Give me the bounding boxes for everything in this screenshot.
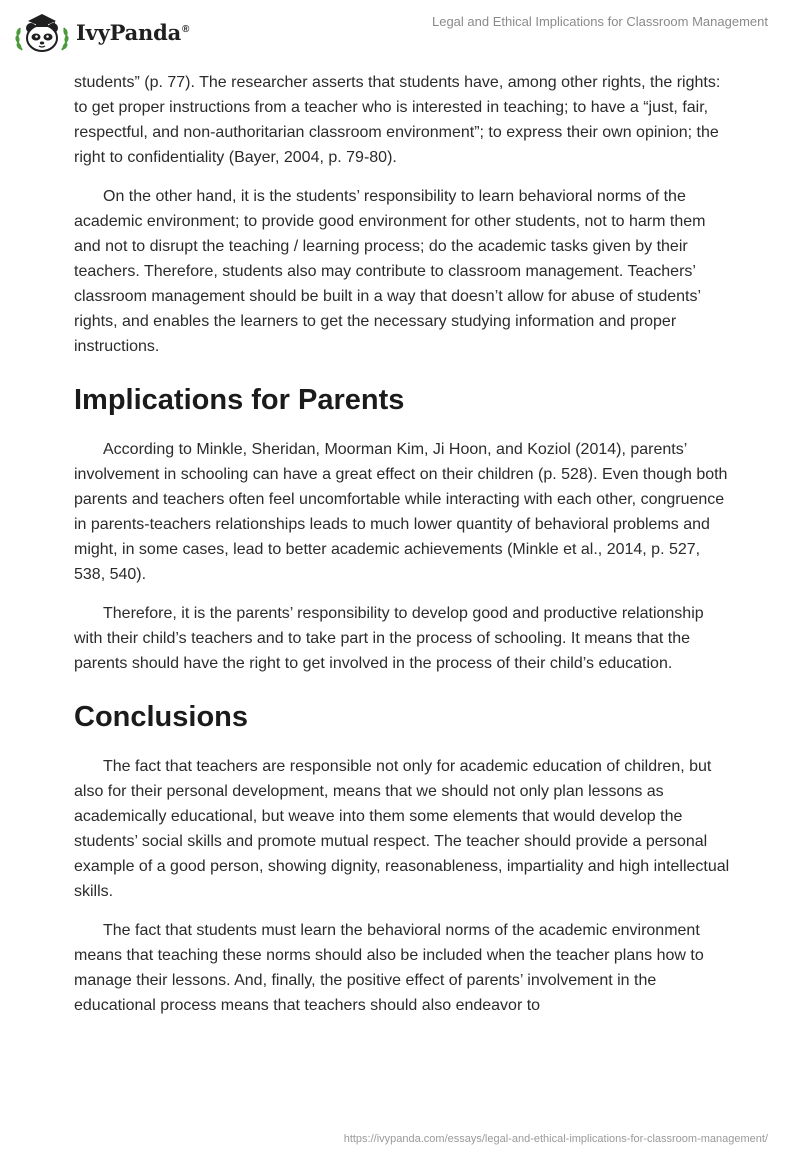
document-title: Legal and Ethical Implications for Classroom Management — [431, 14, 768, 29]
essay-content — [74, 70, 734, 1032]
heading-conclusions: Conclusions — [74, 701, 249, 733]
paragraph-students-responsibility: On the other hand, it is the students’ responsibility to learn behavioral norms of the academic environment; to provide good environment for other students, not to harm them and not to disrupt the teaching / learning process; do the academic tasks given by their teachers. Therefore, students also may contribute to classroom management. Teachers’ classroom management should be built in a way that doesn’t allow for abuse of students’ rights, and enables the learners to get the necessary studying information and proper instructions. — [74, 188, 706, 355]
brand-logo[interactable] — [14, 10, 189, 54]
paragraph-conclusion-students-parents: The fact that students must learn the behavioral norms of the academic environment means that teaching these norms should also be included when the teacher plans how to manage their lessons. And, finally, the positive effect of parents’ involvement in the educational process means that teachers should also endeavor to — [74, 922, 704, 1014]
paragraph-parents-responsibility: Therefore, it is the parents’ responsibility to develop good and productive relationship with their child’s teachers and to take part in the process of schooling. It means that the parents should have the right to get involved in the process of their child’s education. — [74, 605, 704, 672]
source-url[interactable]: https://ivypanda.com/essays/legal-and-ethical-implications-for-classroom-management/ — [343, 1133, 768, 1145]
panda-graduate-icon — [14, 10, 70, 54]
heading-implications-parents: Implications for Parents — [74, 384, 405, 416]
paragraph-students-rights: students” (p. 77). The researcher asserts that students have, among other rights, the rights: to get proper instructions from a teacher who is interested in teaching; to have a “just, fair, respectful, and non-authoritarian classroom environment”; to express their own opinion; the right to confidentiality (Bayer, 2004, p. 79-80). — [74, 74, 721, 166]
paragraph-parents-involvement: According to Minkle, Sheridan, Moorman Kim, Ji Hoon, and Koziol (2014), parents’ involvement in schooling can have a great effect on their children (p. 528). Even though both parents and teachers often feel uncomfortable while interacting with each other, congruence in parents-teachers relationships leads to much lower quantity of behavioral problems and might, in some cases, lead to better academic achievements (Minkle et al., 2014, p. 527, 538, 540). — [74, 441, 728, 583]
paragraph-conclusion-teachers: The fact that teachers are responsible not only for academic education of children, but also for their personal development, means that we should not only plan lessons as academically educational, but weave into them some elements that would develop the students’ social skills and promote mutual respect. The teacher should provide a personal example of a good person, showing dignity, reasonableness, impartiality and high intellectual skills. — [74, 758, 730, 900]
brand-name: IvyPanda® — [76, 19, 190, 45]
page-header — [0, 0, 800, 62]
registered-mark: ® — [182, 23, 190, 35]
